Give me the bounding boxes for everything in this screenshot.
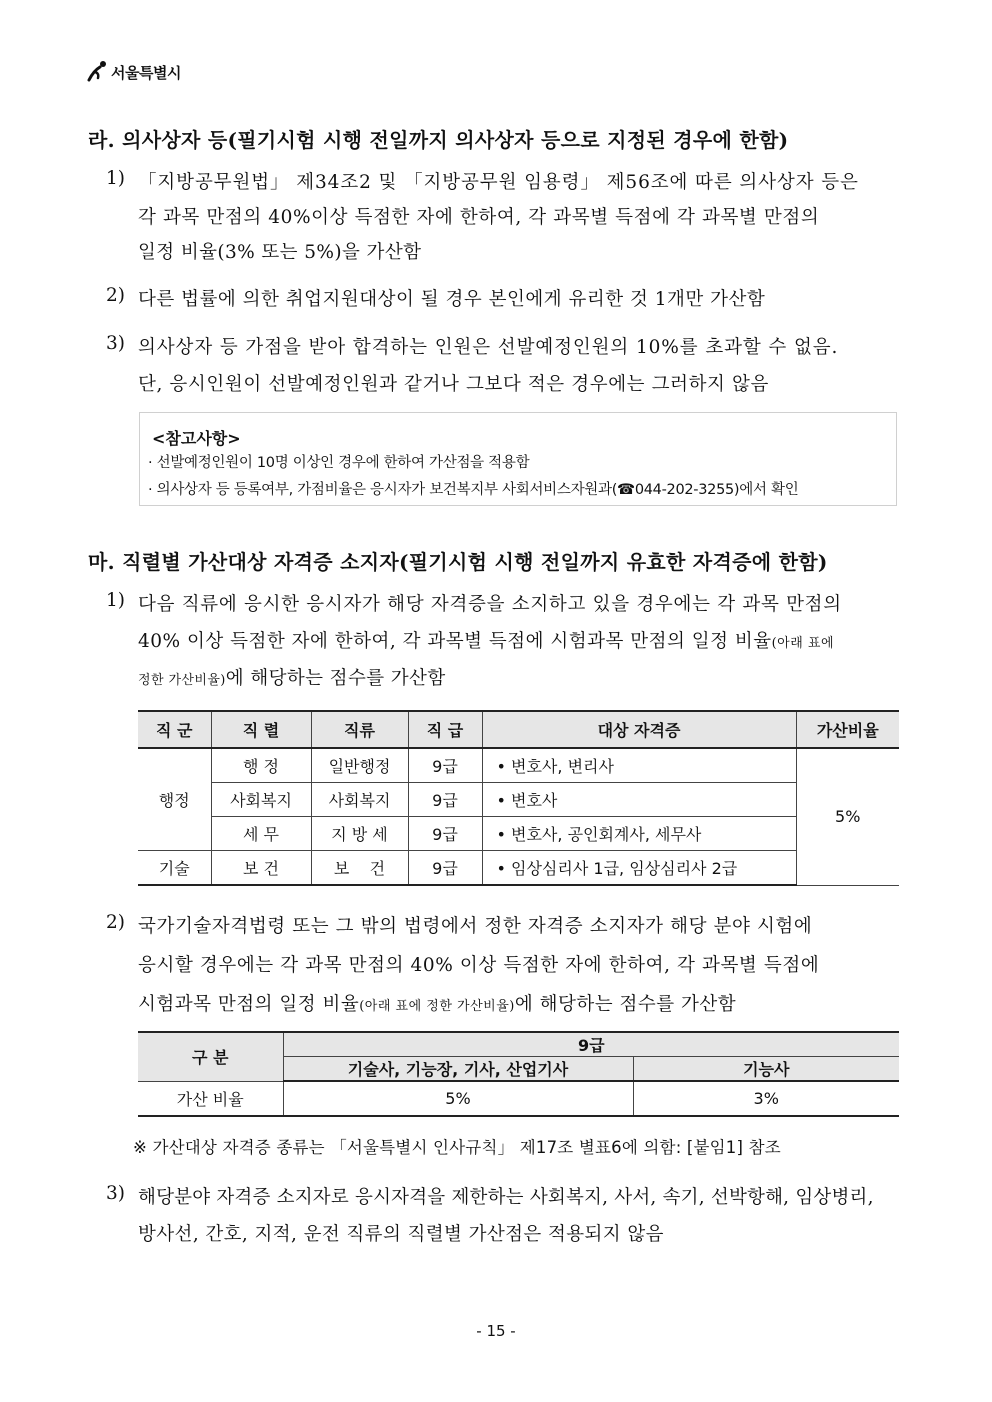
org-name: 서울특별시 <box>111 63 181 82</box>
series-cell: 사회복지 <box>211 783 311 817</box>
grade-cell: 9급 <box>408 748 482 783</box>
paragraph-line: 「지방공무원법」 제34조2 및 「지방공무원 임용령」 제56조에 따른 의사상자 등은 <box>138 172 859 193</box>
table-header-row <box>138 1032 899 1057</box>
class-cell: 일반행정 <box>311 748 408 783</box>
text-run: 에 해당하는 점수를 가산함 <box>225 668 446 689</box>
table-row <box>138 1081 899 1116</box>
text-run: 40% 이상 득점한 자에 한하여, 각 과목별 득점에 시험과목 만점의 일정 비율 <box>138 631 772 652</box>
text-run: 에 해당하는 점수를 가산함 <box>514 994 737 1015</box>
rate-cell: 5% <box>796 748 899 885</box>
paragraph-line: 일정 비율(3% 또는 5%)을 가산함 <box>138 242 422 263</box>
text-run-small: 정한 가산비율) <box>138 673 226 688</box>
grade-cell: 9급 <box>408 817 482 851</box>
paragraph-line <box>138 990 736 1016</box>
cert-cell: • 임상심리사 1급, 임상심리사 2급 <box>482 851 796 886</box>
text-run-small: (아래 표에 정한 가산비율) <box>359 999 515 1014</box>
section-ra-title: 라. 의사상자 등(필기시험 시행 전일까지 의사상자 등으로 지정된 경우에 한함) <box>88 128 789 152</box>
paragraph-line <box>138 627 834 653</box>
text-run: 시험과목 만점의 일정 비율 <box>138 994 360 1015</box>
bonus-rate-table <box>138 1031 899 1117</box>
certificate-table <box>138 710 899 886</box>
group-cell: 행정 <box>138 748 211 851</box>
class-cell: 지 방 세 <box>311 817 408 851</box>
row-label: 가산 비율 <box>138 1081 283 1116</box>
grade-cell: 9급 <box>408 783 482 817</box>
item-number: 2) <box>106 912 125 933</box>
paragraph-line: 국가기술자격법령 또는 그 밖의 법령에서 정한 자격증 소지자가 해당 분야 시험에 <box>138 916 813 937</box>
section-ma-title: 마. 직렬별 가산대상 자격증 소지자(필기시험 시행 전일까지 유효한 자격증에 한함) <box>88 550 828 574</box>
table-header: 대상 자격증 <box>482 711 796 748</box>
remark-line: ※ 가산대상 자격증 종류는 「서울특별시 인사규칙」 제17조 별표6에 의함: [붙임1] 참조 <box>133 1138 781 1157</box>
paragraph-line: 해당분야 자격증 소지자로 응시자격을 제한하는 사회복지, 사서, 속기, 선박항해, 임상병리, <box>138 1187 874 1208</box>
table-header: 직 군 <box>138 711 211 748</box>
note-line: · 선발예정인원이 10명 이상인 경우에 한하여 가산점을 적용함 <box>148 455 530 471</box>
paragraph-line: 의사상자 등 가점을 받아 합격하는 인원은 선발예정인원의 10%를 초과할 수 없음. <box>138 337 839 358</box>
group-cell: 기술 <box>138 851 211 886</box>
class-cell: 사회복지 <box>311 783 408 817</box>
class-cell: 보 건 <box>311 851 408 886</box>
item-number: 1) <box>106 590 125 611</box>
paragraph-line: 응시할 경우에는 각 과목 만점의 40% 이상 득점한 자에 한하여, 각 과목별 득점에 <box>138 955 820 976</box>
cert-cell: • 변호사 <box>482 783 796 817</box>
value-cell: 3% <box>633 1081 899 1116</box>
note-line: · 의사상자 등 등록여부, 가점비율은 응시자가 보건복지부 사회서비스자원과(☎044-202-3255)에서 확인 <box>148 482 799 498</box>
paragraph-line: 다른 법률에 의한 취업지원대상이 될 경우 본인에게 유리한 것 1개만 가산함 <box>138 289 766 310</box>
table-header: 직 급 <box>408 711 482 748</box>
cert-cell: • 변호사, 변리사 <box>482 748 796 783</box>
paragraph-line: 방사선, 간호, 지적, 운전 직류의 직렬별 가산점은 적용되지 않음 <box>138 1224 664 1245</box>
table-row <box>138 817 899 851</box>
item-number: 3) <box>106 1183 125 1204</box>
paragraph-line: 다음 직류에 응시한 응시자가 해당 자격증을 소지하고 있을 경우에는 각 과목 만점의 <box>138 594 842 615</box>
table-header: 직 렬 <box>211 711 311 748</box>
value-cell: 5% <box>283 1081 633 1116</box>
table-header: 구 분 <box>138 1032 283 1081</box>
paragraph-line <box>138 664 446 690</box>
reference-note-box <box>139 412 897 506</box>
table-row <box>138 748 899 783</box>
cert-cell: • 변호사, 공인회계사, 세무사 <box>482 817 796 851</box>
item-number: 3) <box>106 333 125 354</box>
item-number: 1) <box>106 168 125 189</box>
note-title: <참고사항> <box>152 429 241 448</box>
page-number: - 15 - <box>476 1322 516 1340</box>
table-header: 가산비율 <box>796 711 899 748</box>
item-number: 2) <box>106 285 125 306</box>
paragraph-line: 단, 응시인원이 선발예정인원과 같거나 그보다 적은 경우에는 그러하지 않음 <box>138 374 769 395</box>
grade-cell: 9급 <box>408 851 482 886</box>
table-header-row <box>138 711 899 748</box>
table-row <box>138 851 899 886</box>
seoul-emblem-icon <box>86 60 108 84</box>
series-cell: 세 무 <box>211 817 311 851</box>
table-subheader: 기술사, 기능장, 기사, 산업기사 <box>283 1057 633 1082</box>
series-cell: 보 건 <box>211 851 311 886</box>
text-run-small: (아래 표에 <box>771 636 835 651</box>
table-row <box>138 783 899 817</box>
paragraph-line: 각 과목 만점의 40%이상 득점한 자에 한하여, 각 과목별 득점에 각 과목별 만점의 <box>138 207 820 228</box>
table-header: 직류 <box>311 711 408 748</box>
table-subheader: 기능사 <box>633 1057 899 1082</box>
series-cell: 행 정 <box>211 748 311 783</box>
seoul-logo <box>86 60 181 84</box>
table-header: 9급 <box>283 1032 899 1057</box>
